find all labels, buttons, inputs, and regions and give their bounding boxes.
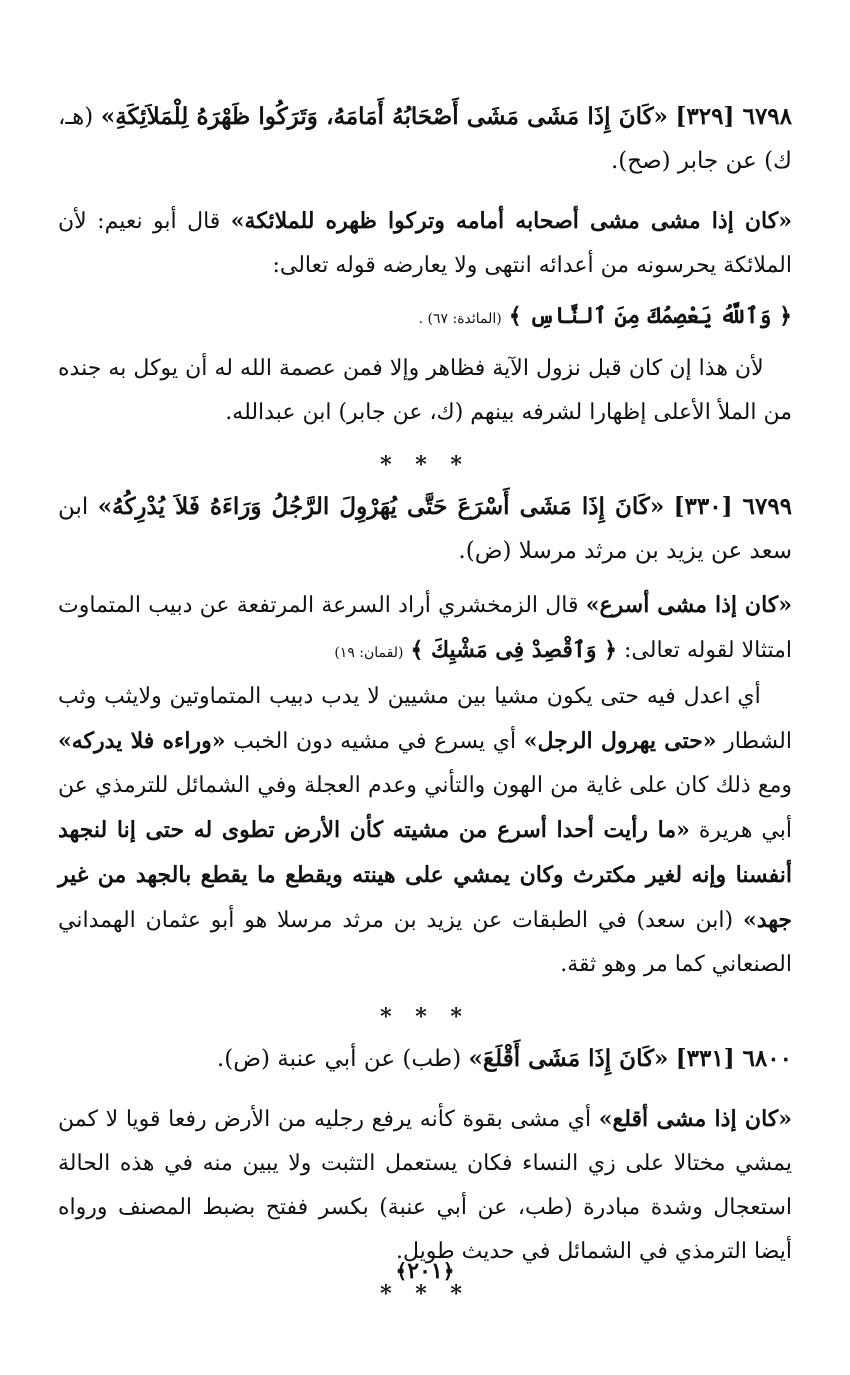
hadith-text: «كَانَ إِذَا مَشَى مَشَى أَصْحَابُهُ أَمَامَهُ، وَتَرَكُوا ظَهْرَهُ لِلْمَلاَئِكَةِ»	[100, 103, 668, 130]
commentary-quote: «كان إذا مشى مشى أصحابه أمامه وتركوا ظهره للملائكة»	[230, 208, 792, 234]
hadith-number: ٦٨٠٠ [٣٣١]	[675, 1045, 792, 1072]
quran-verse-ref: (المائدة: ٦٧) .	[418, 311, 502, 327]
page-body	[58, 95, 792, 1314]
commentary-text: لأن هذا إن كان قبل نزول الآية فظاهر وإلا فمن عصمة الله له أن يوكل به جنده من الملأ الأعلى إظهارا لشرفه بينهم (ك، عن جابر) ابن عبدالله.	[58, 356, 792, 425]
quran-verse-line	[58, 294, 792, 341]
commentary-6799-cont	[58, 675, 792, 987]
section-separator: * * *	[380, 1281, 470, 1307]
commentary-quote: «ما رأيت أحدا أسرع من مشيته كأن الأرض تطوى له حتى إنا لنجهد أنفسنا وإنه لغير مكترث وكان يمشي على هينته ويقطع ما يقطع بالجهد من غير جهد»	[58, 817, 792, 933]
section-separator: * * *	[380, 452, 470, 478]
hadith-text: «كَانَ إِذَا مَشَى أَسْرَعَ حَتَّى يُهَرْوِلَ الرَّجُلُ وَرَاءَهُ فَلاَ يُدْرِكُهُ»	[97, 493, 665, 520]
page-number-ornament: ﴿	[442, 1259, 455, 1283]
section-separator: * * *	[380, 1004, 470, 1030]
hadith-text: «كَانَ إِذَا مَشَى أَقْلَعَ»	[468, 1045, 669, 1072]
page-number-value: ٢٠١	[407, 1258, 443, 1284]
commentary-text: أي يسرع في مشيه دون الخبب	[225, 729, 524, 754]
commentary-text: ومع ذلك كان على غاية من الهون والتأني وعدم العجلة وفي الشمائل للترمذي عن أبي هريرة	[58, 773, 792, 843]
hadith-number: ٦٧٩٩ [٣٣٠]	[673, 493, 793, 520]
page-number	[0, 1258, 850, 1284]
commentary-6800	[58, 1097, 792, 1274]
quran-verse: ﴿ وَٱقْصِدْ فِى مَشْيِكَ ﴾	[410, 637, 617, 663]
commentary-quote: «وراءه فلا يدركه»	[58, 728, 226, 754]
hadith-6799	[58, 485, 792, 573]
hadith-source: ابن سعد عن يزيد بن مرثد مرسلا (ض).	[58, 494, 792, 564]
commentary-text: قال أبو نعيم: لأن الملائكة يحرسونه من أعدائه انتهى ولا يعارضه قوله تعالى:	[58, 209, 792, 278]
commentary-quote: «حتى يهرول الرجل»	[523, 728, 717, 754]
hadith-source: (هـ، ك) عن جابر (صح).	[58, 104, 792, 174]
hadith-6800	[58, 1037, 792, 1081]
commentary-6799	[58, 583, 792, 675]
hadith-source: (طب) عن أبي عنبة (ض).	[216, 1046, 469, 1072]
commentary-quote: «كان إذا مشى أسرع»	[585, 592, 792, 618]
commentary-text: أي اعدل فيه حتى يكون مشيا بين مشيين لا يدب دبيب المتماوتين ولايثب وثب الشطار	[58, 684, 792, 754]
quran-verse-ref: (لقمان: ١٩)	[334, 645, 404, 661]
quran-verse: ﴿ وَٱللَّهُ يَعْصِمُكَ مِنَ ٱلنَّاسِ ﴾	[508, 303, 792, 329]
commentary-text: أي مشى بقوة كأنه يرفع رجليه من الأرض رفعا قويا لا كمن يمشي مختالا على زي النساء فكان يستعمل التثبت ولا يبين منه في هذه الحالة استعجال وشدة مبادرة (طب، عن أبي عنبة) بكسر ففتح بضبط المصنف ورواه أيضا الترمذي في الشمائل في حديث طويل.	[58, 1107, 792, 1264]
commentary-6798-cont	[58, 347, 792, 435]
hadith-6798	[58, 95, 792, 183]
page-number-ornament: ﴾	[395, 1259, 408, 1283]
commentary-6798	[58, 199, 792, 288]
commentary-quote: «كان إذا مشى أقلع»	[598, 1106, 792, 1132]
commentary-text: قال الزمخشري أراد السرعة المرتفعة عن دبيب المتماوت امتثالا لقوله تعالى:	[58, 593, 792, 663]
commentary-text: (ابن سعد) في الطبقات عن يزيد بن مرثد مرسلا هو أبو عثمان الهمداني الصنعاني كما مر وهو ثقة.	[58, 908, 792, 977]
hadith-number: ٦٧٩٨ [٣٢٩]	[675, 103, 793, 130]
